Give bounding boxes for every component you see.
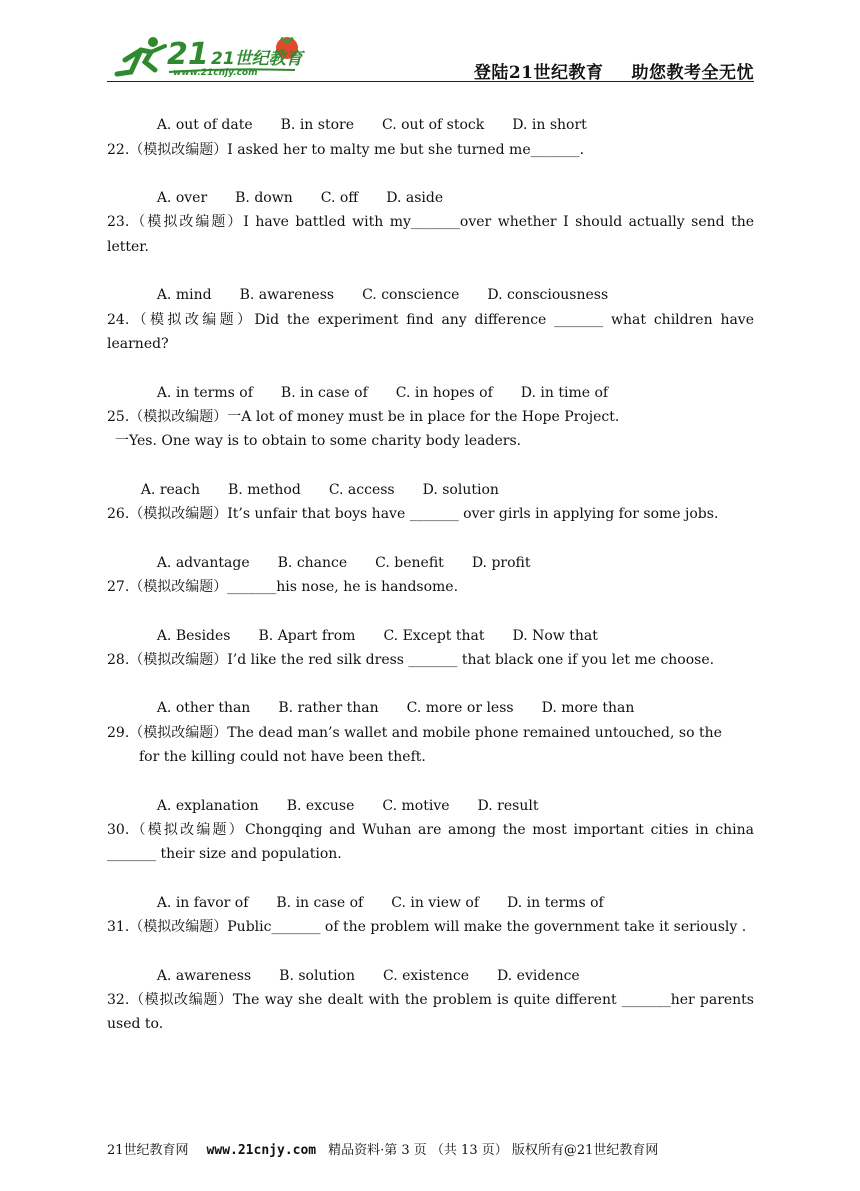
page-footer <box>107 1139 658 1158</box>
option: D. consciousness <box>487 287 609 304</box>
option: C. existence <box>383 967 470 984</box>
footer-page-info: 精品资料·第 3 页 （共 13 页） 版权所有@21世纪教育网 <box>328 1143 659 1158</box>
option: D. Now that <box>512 627 598 644</box>
option-row <box>107 599 754 644</box>
question-stem: 24.（模拟改编题）Did the experiment find any difference _______ what children have learned? <box>107 311 754 352</box>
logo-url: www.21cnjy.com <box>173 68 258 78</box>
option: B. in case of <box>280 384 368 401</box>
option: C. out of stock <box>381 117 485 134</box>
option: C. off <box>320 190 359 207</box>
option: A. advantage <box>156 554 250 571</box>
question-stem: 22.（模拟改编题）I asked her to malty me but she turned me_______. <box>107 141 585 158</box>
option: B. rather than <box>278 700 379 717</box>
option: B. down <box>235 190 293 207</box>
option: A. reach <box>140 481 201 498</box>
option: D. in terms of <box>507 894 604 911</box>
header-divider <box>107 81 754 82</box>
question-stem: 25.（模拟改编题）一A lot of money must be in place for the Hope Project. <box>107 408 620 425</box>
option-row <box>107 867 754 911</box>
question-stem: 31.（模拟改编题）Public_______ of the problem will make the government take it seriously . <box>107 919 747 936</box>
option-row <box>107 89 754 134</box>
option: D. result <box>477 797 539 814</box>
option: A. Besides <box>156 627 231 644</box>
option: B. Apart from <box>258 627 356 644</box>
question-stem: 27.（模拟改编题）_______his nose, he is handsome. <box>107 578 459 595</box>
header-slogan <box>474 58 754 83</box>
option-row <box>107 453 754 498</box>
option: B. excuse <box>286 797 355 814</box>
option: A. out of date <box>156 117 253 134</box>
question-stem: 32.（模拟改编题）The way she dealt with the problem is quite different _______her parents used to. <box>107 991 754 1033</box>
logo-text: 21世纪教育 <box>211 49 303 69</box>
option: A. explanation <box>156 797 259 814</box>
question-stem-continued: for the killing could not have been theft. <box>139 749 426 766</box>
option: D. profit <box>471 554 531 571</box>
slogan-login: 登陆21世纪教育 <box>473 63 604 83</box>
option: A. in favor of <box>156 894 249 911</box>
option: D. evidence <box>497 967 580 984</box>
option: C. access <box>328 481 395 498</box>
option: B. awareness <box>239 287 335 304</box>
option: B. method <box>228 481 301 498</box>
option: D. in short <box>512 117 587 134</box>
option-row <box>107 259 754 304</box>
question-stem: 29.（模拟改编题）The dead man’s wallet and mobile phone remained untouched, so the <box>107 724 722 741</box>
option: A. mind <box>156 287 212 304</box>
question-stem: 30.（模拟改编题）Chongqing and Wuhan are among the most important cities in china _______ their size and population. <box>107 821 754 863</box>
option-row <box>107 939 754 984</box>
question-list <box>107 89 754 1037</box>
option-row <box>107 162 754 207</box>
option-row <box>107 769 754 814</box>
option: D. solution <box>422 481 499 498</box>
option: A. other than <box>156 700 251 717</box>
question-stem: 23.（模拟改编题）I have battled with my_______over whether I should actually send the letter. <box>107 214 754 255</box>
page-header <box>107 32 754 82</box>
option-row <box>107 672 754 717</box>
option: D. aside <box>386 190 444 207</box>
option: B. in store <box>280 117 354 134</box>
option: C. more or less <box>406 700 514 717</box>
brand-logo <box>107 32 307 80</box>
question-stem: 28.（模拟改编题）I’d like the red silk dress _______ that black one if you let me choose. <box>107 651 715 668</box>
option: A. in terms of <box>156 384 253 401</box>
question-stem-continued: 一Yes. One way is to obtain to some charity body leaders. <box>115 433 522 450</box>
footer-site-link[interactable]: www.21cnjy.com <box>206 1143 317 1158</box>
option: C. Except that <box>383 627 485 644</box>
footer-org: 21世纪教育网 <box>107 1143 189 1158</box>
option-row <box>107 356 754 401</box>
option: A. awareness <box>156 967 252 984</box>
option: C. conscience <box>362 287 460 304</box>
question-stem: 26.（模拟改编题）It’s unfair that boys have _______ over girls in applying for some jobs. <box>107 506 719 523</box>
option-row <box>107 526 754 571</box>
option: B. in case of <box>276 894 364 911</box>
option: C. in hopes of <box>395 384 493 401</box>
svg-text:21: 21 <box>167 37 209 72</box>
option: A. over <box>156 190 208 207</box>
option: B. chance <box>277 554 348 571</box>
option: C. in view of <box>391 894 480 911</box>
slogan-motto: 助您教考全无忧 <box>631 63 754 83</box>
option: C. benefit <box>375 554 444 571</box>
option: D. more than <box>541 700 635 717</box>
option: C. motive <box>382 797 450 814</box>
option: B. solution <box>279 967 356 984</box>
option: D. in time of <box>520 384 609 401</box>
